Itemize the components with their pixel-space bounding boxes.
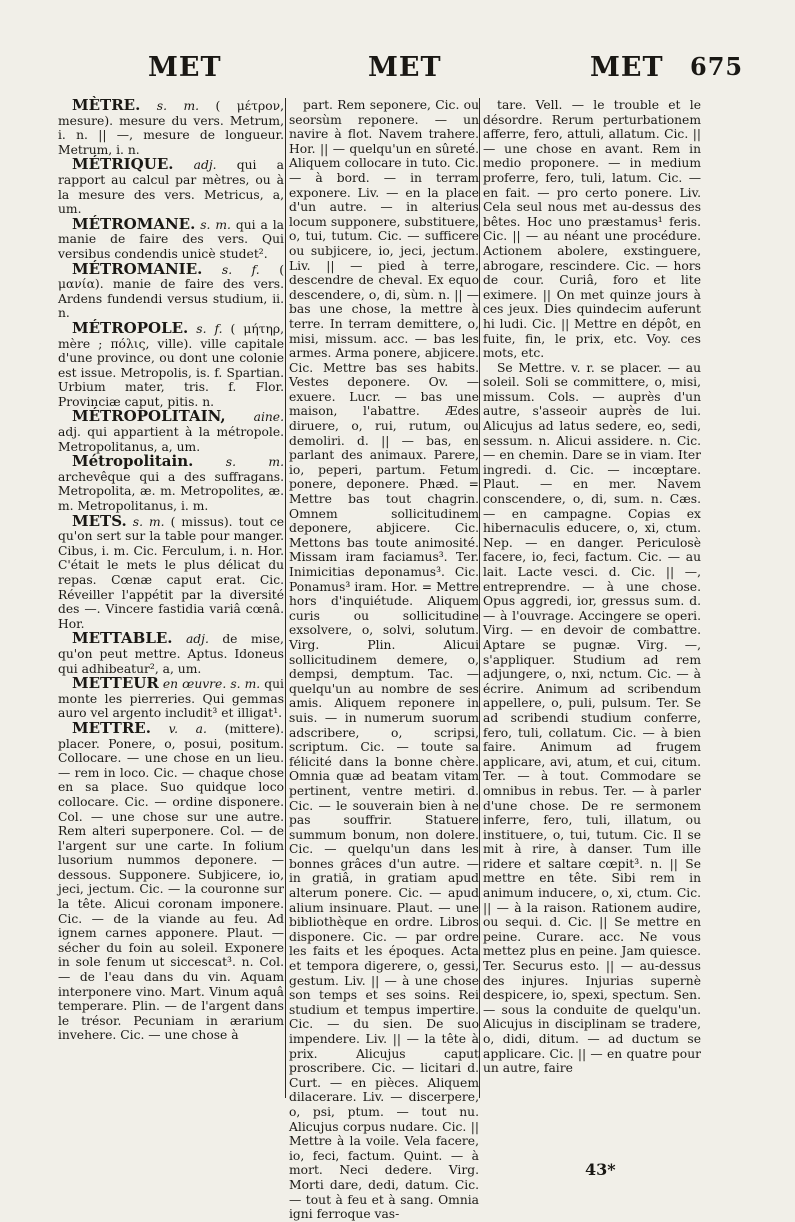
page-number: 675 bbox=[690, 52, 744, 81]
dictionary-entry bbox=[58, 454, 284, 513]
column-divider-1 bbox=[285, 98, 286, 1098]
entry-text: qui a la manie de faire des vers. Qui versibus condendis unicè studet². bbox=[58, 217, 284, 261]
dictionary-entry bbox=[58, 318, 284, 410]
dictionary-entry bbox=[58, 409, 284, 454]
entry-text: ( μήτηρ, mère ; πόλις, ville). ville capitale d'une province, ou dont une colonie est issue. Metropolis, is. f. Spartian. Urbium mater, tris. f. Flor. Provinciæ caput, pitis. n. bbox=[58, 321, 284, 409]
dictionary-entry bbox=[483, 98, 701, 361]
entry-text: qui a rapport au calcul par mètres, ou à la mesure des vers. Metricus, a, um. bbox=[58, 158, 284, 217]
entry-headword: MÈTRE. bbox=[72, 96, 141, 114]
entry-headword: METS. bbox=[72, 511, 127, 530]
dictionary-entry bbox=[58, 511, 284, 632]
running-header bbox=[0, 52, 795, 92]
entry-text: tare. Vell. — le trouble et le désordre. Rerum perturbationem afferre, fero, attuli, allatum. Cic. || — une chose en avant. Rem in medio proponere. — in medium proferre, fero, tuli, latum. Cic. — en fait. — pro certo ponere. Liv. Cela seul nous met au-dessus des bêtes. Hoc uno præstamus¹ feris. Cic. || — au néant une procédure. Actionem abolere, exstinguere, abrogare, rescindere. Cic. — hors de cour. Curiâ, foro et lite eximere. || On met quinze jours à ces jeux. Dies quindecim auferunt hi ludi. Cic. || Mettre en dépôt, en fuite, fin, le prix, etc. Voy. ces mots, etc. bbox=[483, 98, 701, 361]
entry-headword: MÉTROMANE. bbox=[72, 214, 196, 233]
signature-mark: 43* bbox=[585, 1160, 616, 1179]
dictionary-entry bbox=[483, 361, 701, 1076]
dictionary-entry bbox=[58, 631, 284, 676]
entry-text: part. Rem seponere, Cic. ou seorsùm reponere. — un navire à flot. Navem trahere. Hor. || — quelqu'un en sûreté. Aliquem collocare in tuto. Cic. — à bord. — in terram exponere. Liv. — en la place d'un autre. — in alterius locum supponere, substituere, o, tui, tutum. Cic. — sufficere ou subjicere, io, jeci, jectum. Liv. || — pied à terre, descendre de cheval. Ex equo descendere, o, di, sùm. n. || — bas une chose, la mettre à terre. In terram demittere, o, misi, missum. acc. — bas les armes. Arma ponere, abjicere. Cic. Mettre bas ses habits. Vestes deponere. Ov. — exuere. Lucr. — bas une maison, l'abattre. Ædes diruere, o, rui, rutum, ou demoliri. d. || — bas, en parlant des animaux. Parere, io, peperi, partum. Fetum ponere, deponere. Phæd. = Mettre bas tout chagrin. Omnem sollicitudinem deponere, abjicere. Cic. Mettons bas toute animosité. Missam iram faciamus³. Ter. Inimicitias deponamus³. Cic. Ponamus³ iram. Hor. = Mettre hors d'inquiétude. Aliquem curis ou sollicitudine exsolvere, o, solvi, solutum. Virg. Plin. Alicui sollicitudinem demere, o, dempsi, demptum. Tac. — quelqu'un au nombre de ses amis. Aliquem reponere in suis. — in numerum suorum adscribere, o, scripsi, scriptum. Cic. — toute sa félicité dans la bonne chère. Omnia quæ ad beatam vitam pertinent, ventre metiri. d. Cic. — le souverain bien à ne pas souffrir. Statuere summum bonum, non dolere. Cic. — quelqu'un dans les bonnes grâces d'un autre. — in gratiâ, in gratiam apud alterum ponere. Cic. — apud alium insinuare. Plaut. — une bibliothèque en ordre. Libros disponere. Cic. — par ordre les faits et les époques. Acta et tempora digerere, o, gessi, gestum. Liv. || — à une chose son temps et ses soins. Rei studium et tempus impertire. Cic. — du sien. De suo impendere. Liv. || — la tête à prix. Alicujus caput proscribere. Cic. — licitari d. Curt. — en pièces. Aliquem dilacerare. Liv. — discerpere, o, psi, ptum. — tout nu. Alicujus corpus nudare. Cic. || Mettre à la voile. Vela facere, io, feci, factum. Quint. — à mort. Neci dedere. Virg. Morti dare, dedi, datum. Cic. — tout à feu et à sang. Omnia igni ferroque vas- bbox=[289, 98, 479, 1222]
entry-grammar: en œuvre. s. m. bbox=[162, 677, 261, 692]
entry-text: ( μανία). manie de faire des vers. Ardens fundendi versus studium, ii. n. bbox=[58, 262, 284, 321]
entry-text: Se Mettre. v. r. se placer. — au soleil. Soli se committere, o, misi, missum. Cols. — auprès d'un autre, s'asseoir auprès de lui. Alicujus ad latus sedere, eo, sedi, sessum. n. Alicui assidere. n. Cic. — en chemin. Dare se in viam. Iter ingredi. d. Cic. — incœptare. Plaut. — en mer. Navem conscendere, o, di, sum. n. Cæs. — en campagne. Copias ex hibernaculis educere, o, xi, ctum. Nep. — en danger. Periculosè facere, io, feci, factum. Cic. — au lait. Lacte vesci. d. Cic. || —, entreprendre. — à une chose. Opus aggredi, ior, gressus sum. d. — à l'ouvrage. Accingere se operi. Virg. — en devoir de combattre. Aptare se pugnæ. Virg. —, s'appliquer. Studium ad rem adjungere, o, nxi, nctum. Cic. — à écrire. Animum ad scribendum appellere, o, puli, pulsum. Ter. Se ad scribendi studium conferre, fero, tuli, collatum. Cic. — à bien faire. Animum ad frugem applicare, avi, atum, et cui, citum. Ter. — à tout. Commodare se omnibus in rebus. Ter. — à parler d'une chose. De re sermonem inferre, fero, tuli, illatum, ou instituere, o, tui, tutum. Cic. Il se mit à rire, à danser. Tum ille ridere et saltare cœpit³. n. || Se mettre en tête. Sibi rem in animum inducere, o, xi, ctum. Cic. || — à la raison. Rationem audire, ou sequi. d. Cic. || Se mettre en peine. Curare. acc. Ne vous mettez plus en peine. Jam quiesce. Ter. Securus esto. || — au-dessus des injures. Injurias supernè despicere, io, spexi, spectum. Sen. — sous la conduite de quelqu'un. Alicujus in disciplinam se tradere, o, didi, ditum. — ad ductum se applicare. Cic. || — en quatre pour un autre, faire bbox=[483, 360, 701, 1076]
dictionary-entry bbox=[58, 676, 284, 721]
header-right-word: MET bbox=[590, 52, 664, 83]
dictionary-entry bbox=[58, 259, 284, 321]
entry-grammar: s. f. bbox=[196, 321, 223, 336]
column-2 bbox=[289, 98, 479, 1222]
entry-text: qui monte les pierreries. Qui gemmas auro vel argento includit³ et illigat¹. bbox=[58, 677, 284, 721]
header-center-word: MET bbox=[368, 52, 442, 83]
entry-headword: MÉTROPOLITAIN, bbox=[72, 407, 226, 426]
entry-text: ( missus). tout ce qu'on sert sur la table pour manger. Cibus, i. m. Cic. Ferculum, i. n. Hor. C'était le mets le plus délicat du repas. Cœnæ caput erat. Cic. Réveiller l'appétit par la diversité des —. Vincere fastidia variâ cœnâ. Hor. bbox=[58, 514, 284, 631]
column-3 bbox=[483, 98, 701, 1098]
dictionary-entry bbox=[289, 98, 479, 1222]
entry-text: de mise, qu'on peut mettre. Aptus. Idoneus qui adhibeatur², a, um. bbox=[58, 632, 284, 676]
entry-grammar: s. f. bbox=[221, 262, 260, 277]
entry-headword: METTEUR bbox=[72, 674, 159, 693]
column-1 bbox=[58, 98, 284, 1098]
entry-headword: MÉTROPOLE. bbox=[72, 318, 189, 337]
entry-headword: Métropolitain. bbox=[72, 452, 194, 471]
header-left-word: MET bbox=[148, 52, 222, 83]
dictionary-entry bbox=[58, 718, 284, 1043]
entry-headword: MÉTROMANIE. bbox=[72, 259, 203, 278]
entry-headword: METTRE. bbox=[72, 718, 151, 737]
entry-headword: METTABLE. bbox=[72, 629, 173, 648]
entry-grammar: aine. bbox=[253, 410, 284, 425]
entry-text: ( μέτρον, mesure). mesure du vers. Metrum, i. n. || —, mesure de longueur. Metrum, i. n. bbox=[58, 99, 284, 157]
dictionary-entry bbox=[58, 157, 284, 216]
entry-text: archevêque qui a des suffragans. Metropolita, æ. m. Metropolites, æ. m. Metropolitanus, i. m. bbox=[58, 469, 284, 514]
entry-text: adj. qui appartient à la métropole. Metropolitanus, a, um. bbox=[58, 425, 284, 454]
entry-grammar: adj. bbox=[185, 632, 209, 647]
entry-grammar: s. m. bbox=[132, 514, 165, 529]
entry-grammar: v. a. bbox=[168, 721, 207, 736]
entry-grammar: s. m. bbox=[200, 217, 231, 232]
entry-grammar: s. m. bbox=[156, 99, 200, 113]
entry-grammar: adj. bbox=[193, 158, 217, 173]
column-divider-2 bbox=[479, 98, 480, 1098]
entry-headword: MÉTRIQUE. bbox=[72, 155, 174, 174]
dictionary-entry bbox=[58, 98, 284, 157]
dictionary-entry bbox=[58, 214, 284, 262]
entry-grammar: s. m. bbox=[225, 455, 284, 470]
entry-text: (mittere). placer. Ponere, o, posui, positum. Collocare. — une chose en un lieu. — rem in loco. Cic. — chaque chose en sa place. Suo quidque loco collocare. Cic. — ordine disponere. Col. — une chose sur une autre. Rem alteri superponere. Col. — de l'argent sur une carte. In folium lusorium nummos deponere. — dessous. Supponere. Subjicere, io, jeci, jectum. Cic. — la couronne sur la tête. Alicui coronam imponere. Cic. — de la viande au feu. Ad ignem carnes apponere. Plaut. — sécher du foin au soleil. Exponere in sole fenum ut siccescat³. n. Col. — de l'eau dans du vin. Aquam interponere vino. Mart. Vinum aquâ temperare. Plin. — de l'argent dans le trésor. Pecuniam in ærarium invehere. Cic. — une chose à bbox=[58, 721, 284, 1043]
